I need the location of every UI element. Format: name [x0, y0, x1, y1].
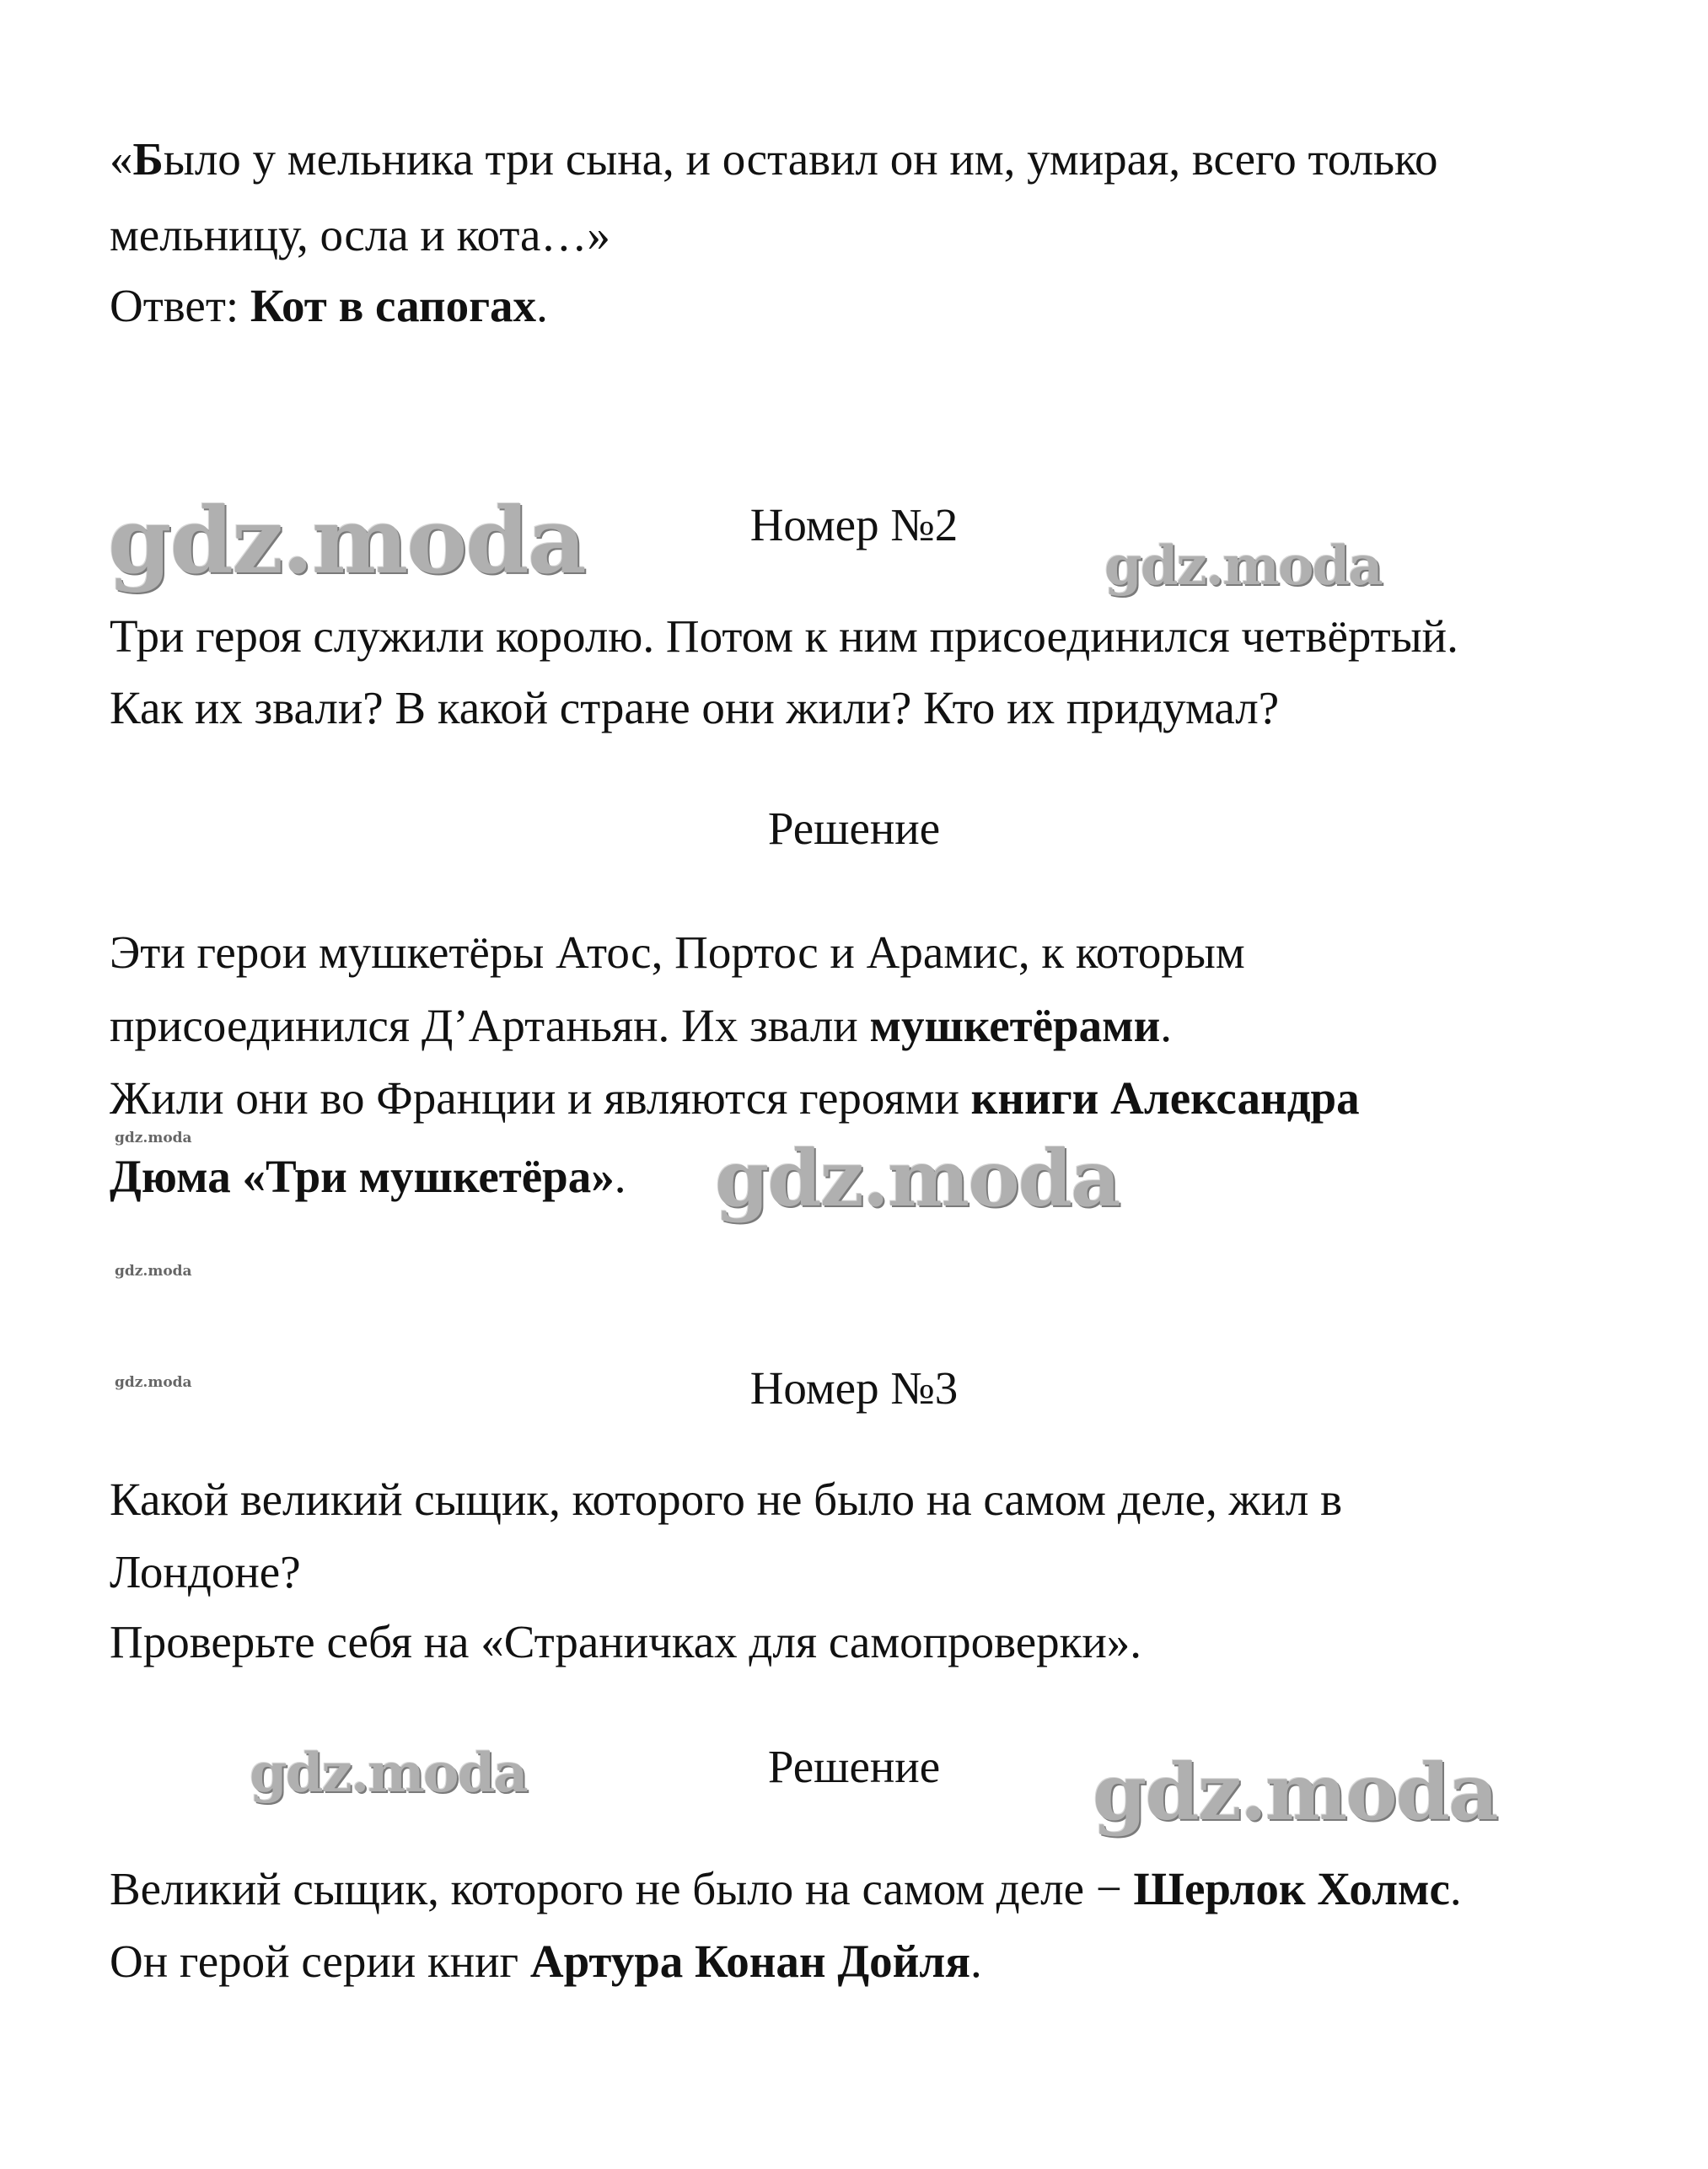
answer-value: Кот в сапогах	[250, 280, 537, 331]
bold-fragment: мушкетёрами	[869, 1000, 1161, 1051]
text-fragment: .	[614, 1151, 626, 1202]
question-line: Как их звали? В какой стране они жили? Кто их придумал?	[110, 682, 1280, 733]
text-fragment: .	[536, 280, 548, 331]
answer-line	[110, 278, 548, 334]
solution-line	[110, 1861, 1462, 1917]
watermark-logo: gdz.moda	[250, 1742, 527, 1805]
text-fragment: ыло у мельника три сына, и оставил он им, умирая, всего только	[163, 133, 1438, 185]
bold-fragment: Дюма «Три мушкетёра»	[110, 1151, 615, 1202]
watermark-logo: gdz.moda	[1104, 534, 1382, 598]
text-line: мельницу, осла и кота…»	[110, 209, 610, 260]
text-fragment: .	[1160, 1000, 1173, 1051]
watermark-logo: gdz.moda	[115, 1130, 192, 1146]
solution-line: Эти герои мушкетёры Атос, Портос и Арамис, к которым	[110, 926, 1245, 978]
text-fragment: присоединился Д’Артаньян. Их звали	[110, 1000, 870, 1051]
question-line: Лондоне?	[110, 1546, 301, 1597]
text-fragment: Он герой серии книг	[110, 1935, 530, 1987]
quote-mark: «	[110, 133, 133, 185]
bold-fragment: книги Александра	[970, 1072, 1360, 1124]
solution-line	[110, 1149, 626, 1205]
bold-initial: Б	[132, 133, 164, 185]
question-line: Какой великий сыщик, которого не было на самом деле, жил в	[110, 1474, 1343, 1525]
bold-fragment: Шерлок Холмс	[1133, 1863, 1450, 1914]
section-heading: Номер №3	[749, 1362, 959, 1414]
watermark-logo: gdz.moda	[1093, 1747, 1497, 1838]
text-fragment: .	[1449, 1863, 1462, 1914]
watermark-logo: gdz.moda	[715, 1133, 1120, 1224]
solution-line	[110, 998, 1172, 1054]
text-fragment: Великий сыщик, которого не было на самом деле −	[110, 1863, 1134, 1914]
answer-label: Ответ:	[110, 280, 250, 331]
solution-line	[110, 1071, 1360, 1126]
text-line	[110, 132, 1438, 187]
watermark-logo: gdz.moda	[115, 1374, 192, 1391]
watermark-logo: gdz.moda	[108, 488, 585, 594]
solution-heading: Решение	[767, 803, 941, 854]
text-fragment: Жили они во Франции и являются героями	[110, 1072, 971, 1124]
question-line: Три героя служили королю. Потом к ним присоединился четвёртый.	[110, 610, 1458, 662]
text-fragment: .	[969, 1935, 982, 1987]
section-heading: Номер №2	[749, 499, 959, 550]
bold-fragment: Артура Конан Дойля	[529, 1935, 970, 1987]
question-line: Проверьте себя на «Страничках для самопроверки».	[110, 1616, 1142, 1667]
watermark-logo: gdz.moda	[115, 1263, 192, 1280]
solution-heading: Решение	[767, 1741, 941, 1792]
solution-line	[110, 1934, 982, 1989]
